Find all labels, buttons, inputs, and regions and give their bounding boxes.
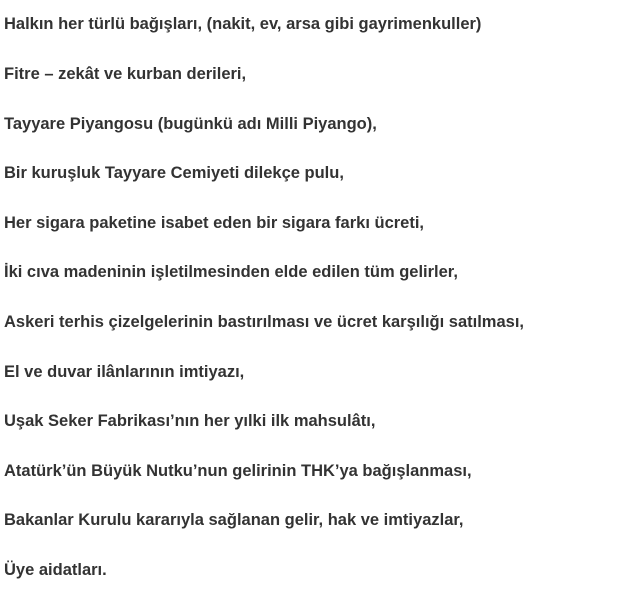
list-item: Her sigara paketine isabet eden bir sigara farkı ücreti, bbox=[4, 214, 425, 232]
list-item: Bakanlar Kurulu kararıyla sağlanan gelir, hak ve imtiyazlar, bbox=[4, 511, 464, 529]
list-item: Uşak Seker Fabrikası’nın her yılki ilk mahsulâtı, bbox=[4, 412, 376, 430]
list-item: Bir kuruşluk Tayyare Cemiyeti dilekçe pulu, bbox=[4, 164, 344, 182]
list-item: Askeri terhis çizelgelerinin bastırılması ve ücret karşılığı satılması, bbox=[4, 313, 524, 331]
list-item: El ve duvar ilânlarının imtiyazı, bbox=[4, 363, 245, 381]
list-item: Tayyare Piyangosu (bugünkü adı Milli Piyango), bbox=[4, 115, 377, 133]
list-item: İki cıva madeninin işletilmesinden elde edilen tüm gelirler, bbox=[4, 263, 458, 281]
list-item: Fitre – zekât ve kurban derileri, bbox=[4, 65, 247, 83]
list-item: Üye aidatları. bbox=[4, 561, 107, 579]
list-item: Halkın her türlü bağışları, (nakit, ev, arsa gibi gayrimenkuller) bbox=[4, 15, 482, 33]
list-item: Atatürk’ün Büyük Nutku’nun gelirinin THK’ya bağışlanması, bbox=[4, 462, 472, 480]
